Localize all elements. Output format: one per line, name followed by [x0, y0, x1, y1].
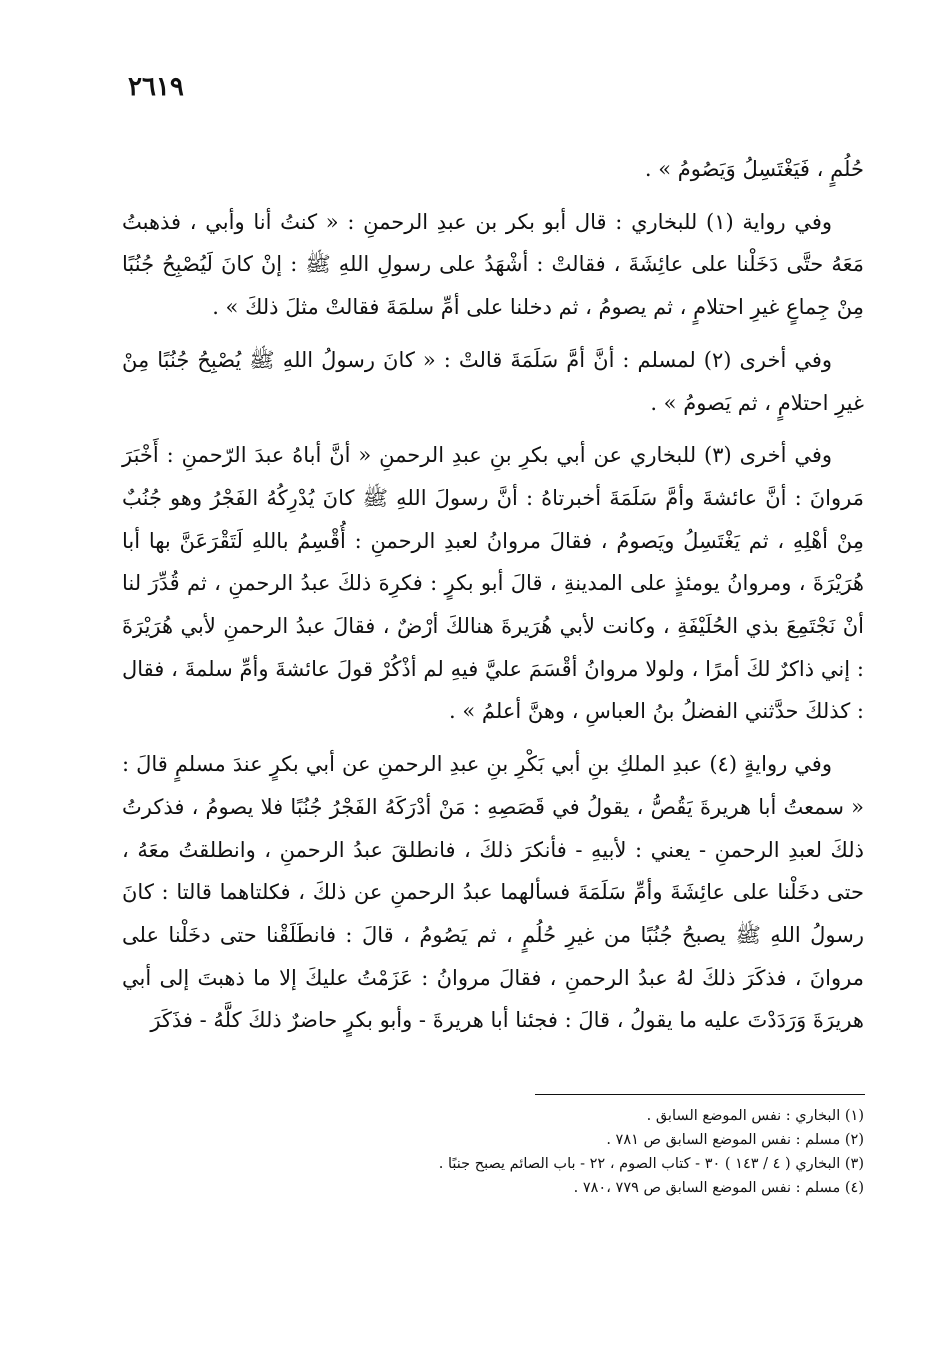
footnote-2: (٢) مسلم : نفس الموضع السابق ص ٧٨١ . [606, 1132, 864, 1148]
paragraph-2: وفي رواية (١) للبخاري : قال أبو بكر بن عبدِ الرحمنِ : « كنتُ أنا وأبي ، فذهبتُ مَعَهُ حتَّى دَخَلْنا على عائِشَةَ ، فقالتْ : أشْهَدُ على رسولِ اللهِ ﷺ : إنْ كانَ لَيُصْبِحُ جُنُبًا مِنْ جِماعٍ غيرِ احتلامٍ ، ثم يصومُ ، ثم دخلنا على أمِّ سلمَةَ فقالتْ مثلَ ذلكَ » . [122, 209, 864, 320]
footnotes [122, 1104, 864, 1200]
paragraph-3: وفي أخرى (٢) لمسلم : أنَّ أمَّ سَلَمَةَ قالتْ : « كانَ رسولُ اللهِ ﷺ يُصْبِحُ جُنُبًا مِنْ غيرِ احتلامٍ ، ثم يَصومُ » . [122, 347, 864, 415]
main-text [122, 148, 864, 1042]
footnote-separator [535, 1094, 865, 1095]
paragraph-5: وفي روايةٍ (٤) عبدِ الملكِ بنِ أبي بَكْرِ بنِ عبدِ الرحمنِ عن أبي بكرٍ عندَ مسلمٍ قالَ : « سمعتُ أبا هريرةَ يَقُصُّ ، يقولُ في قَصَصِهِ : مَنْ أدْرَكَهُ الفَجْرُ جُنُبًا فلا يصومُ ، فذكرتُ ذلكَ لعبدِ الرحمنِ - يعني : لأبيهِ - فأنكرَ ذلكَ ، فانطلقَ عبدُ الرحمنِ ، وانطلقتُ معَهُ ، حتى دخَلْنا على عائِشَةَ وأمِّ سَلَمَةَ فسألهما عبدُ الرحمنِ عن ذلكَ ، فكلتاهما قالتا : كانَ رسولُ اللهِ ﷺ يصبحُ جُنُبًا من غيرِ حُلُمٍ ، ثم يَصُومُ ، قالَ : فانطَلَقْنا حتى دخَلْنا على مروانَ ، فذكَرَ ذلكَ لهُ عبدُ الرحمنِ ، فقالَ مروانُ : عَزَمْتُ عليكَ إلا ما ذهبتَ إلى أبي هريرَةَ وَرَدَدْتَ عليه ما يقولُ ، قالَ : فجئنا أبا هريرةَ - وأبو بكرٍ حاضرٌ ذلكَ كلَّهُ - فذَكَرَ [122, 752, 864, 1033]
footnote-1: (١) البخاري : نفس الموضع السابق . [646, 1108, 864, 1124]
footnote-3: (٣) البخاري ( ٤ / ١٤٣ ) ٣٠ - كتاب الصوم ، ٢٢ - باب الصائم يصبح جنبًا . [438, 1156, 864, 1172]
paragraph-4: وفي أخرى (٣) للبخاري عن أبي بكرِ بنِ عبدِ الرحمنِ « أنَّ أباهُ عبدَ الرّحمنِ : أَخْبَرَ مَروانَ : أنَّ عائشةَ وأمَّ سَلَمَةَ أخبرتاهُ : أنَّ رسولَ اللهِ ﷺ كانَ يُدْرِكُهُ الفَجْرُ وهو جُنُبٌ مِنْ أهْلِهِ ، ثم يَغْتَسِلُ ويَصومُ ، فقالَ مروانُ لعبدِ الرحمنِ : أُقْسِمُ باللهِ لَتَقْرَعَنَّ بها أبا هُرَيْرَةَ ، ومروانُ يومئذٍ على المدينةِ ، قالَ أبو بكرٍ : فكرِهَ ذلكَ عبدُ الرحمنِ ، ثم قُدِّرَ لنا أنْ نَجْتَمِعَ بذي الحُلَيْفَةِ ، وكانت لأبي هُرَيرةَ هنالكَ أرْضٌ ، فقالَ عبدُ الرحمنِ لأبي هُرَيْرَةَ : إني ذاكرٌ لكَ أمرًا ، ولولا مروانُ أقْسَمَ عليَّ فيهِ لم أذْكُرْ قولَ عائشةَ وأمِّ سلمةَ ، فقال : كذلكَ حدَّثني الفضلُ بنُ العباسِ ، وهنَّ أعلمُ » . [122, 443, 864, 724]
page-number: ٢٦١٩ [128, 72, 184, 102]
footnote-4: (٤) مسلم : نفس الموضع السابق ص ٧٧٩ ،٧٨٠ . [573, 1180, 864, 1196]
paragraph-1: حُلُمٍ ، فَيَغْتَسِلُ وَيَصُومُ » . [644, 157, 864, 181]
